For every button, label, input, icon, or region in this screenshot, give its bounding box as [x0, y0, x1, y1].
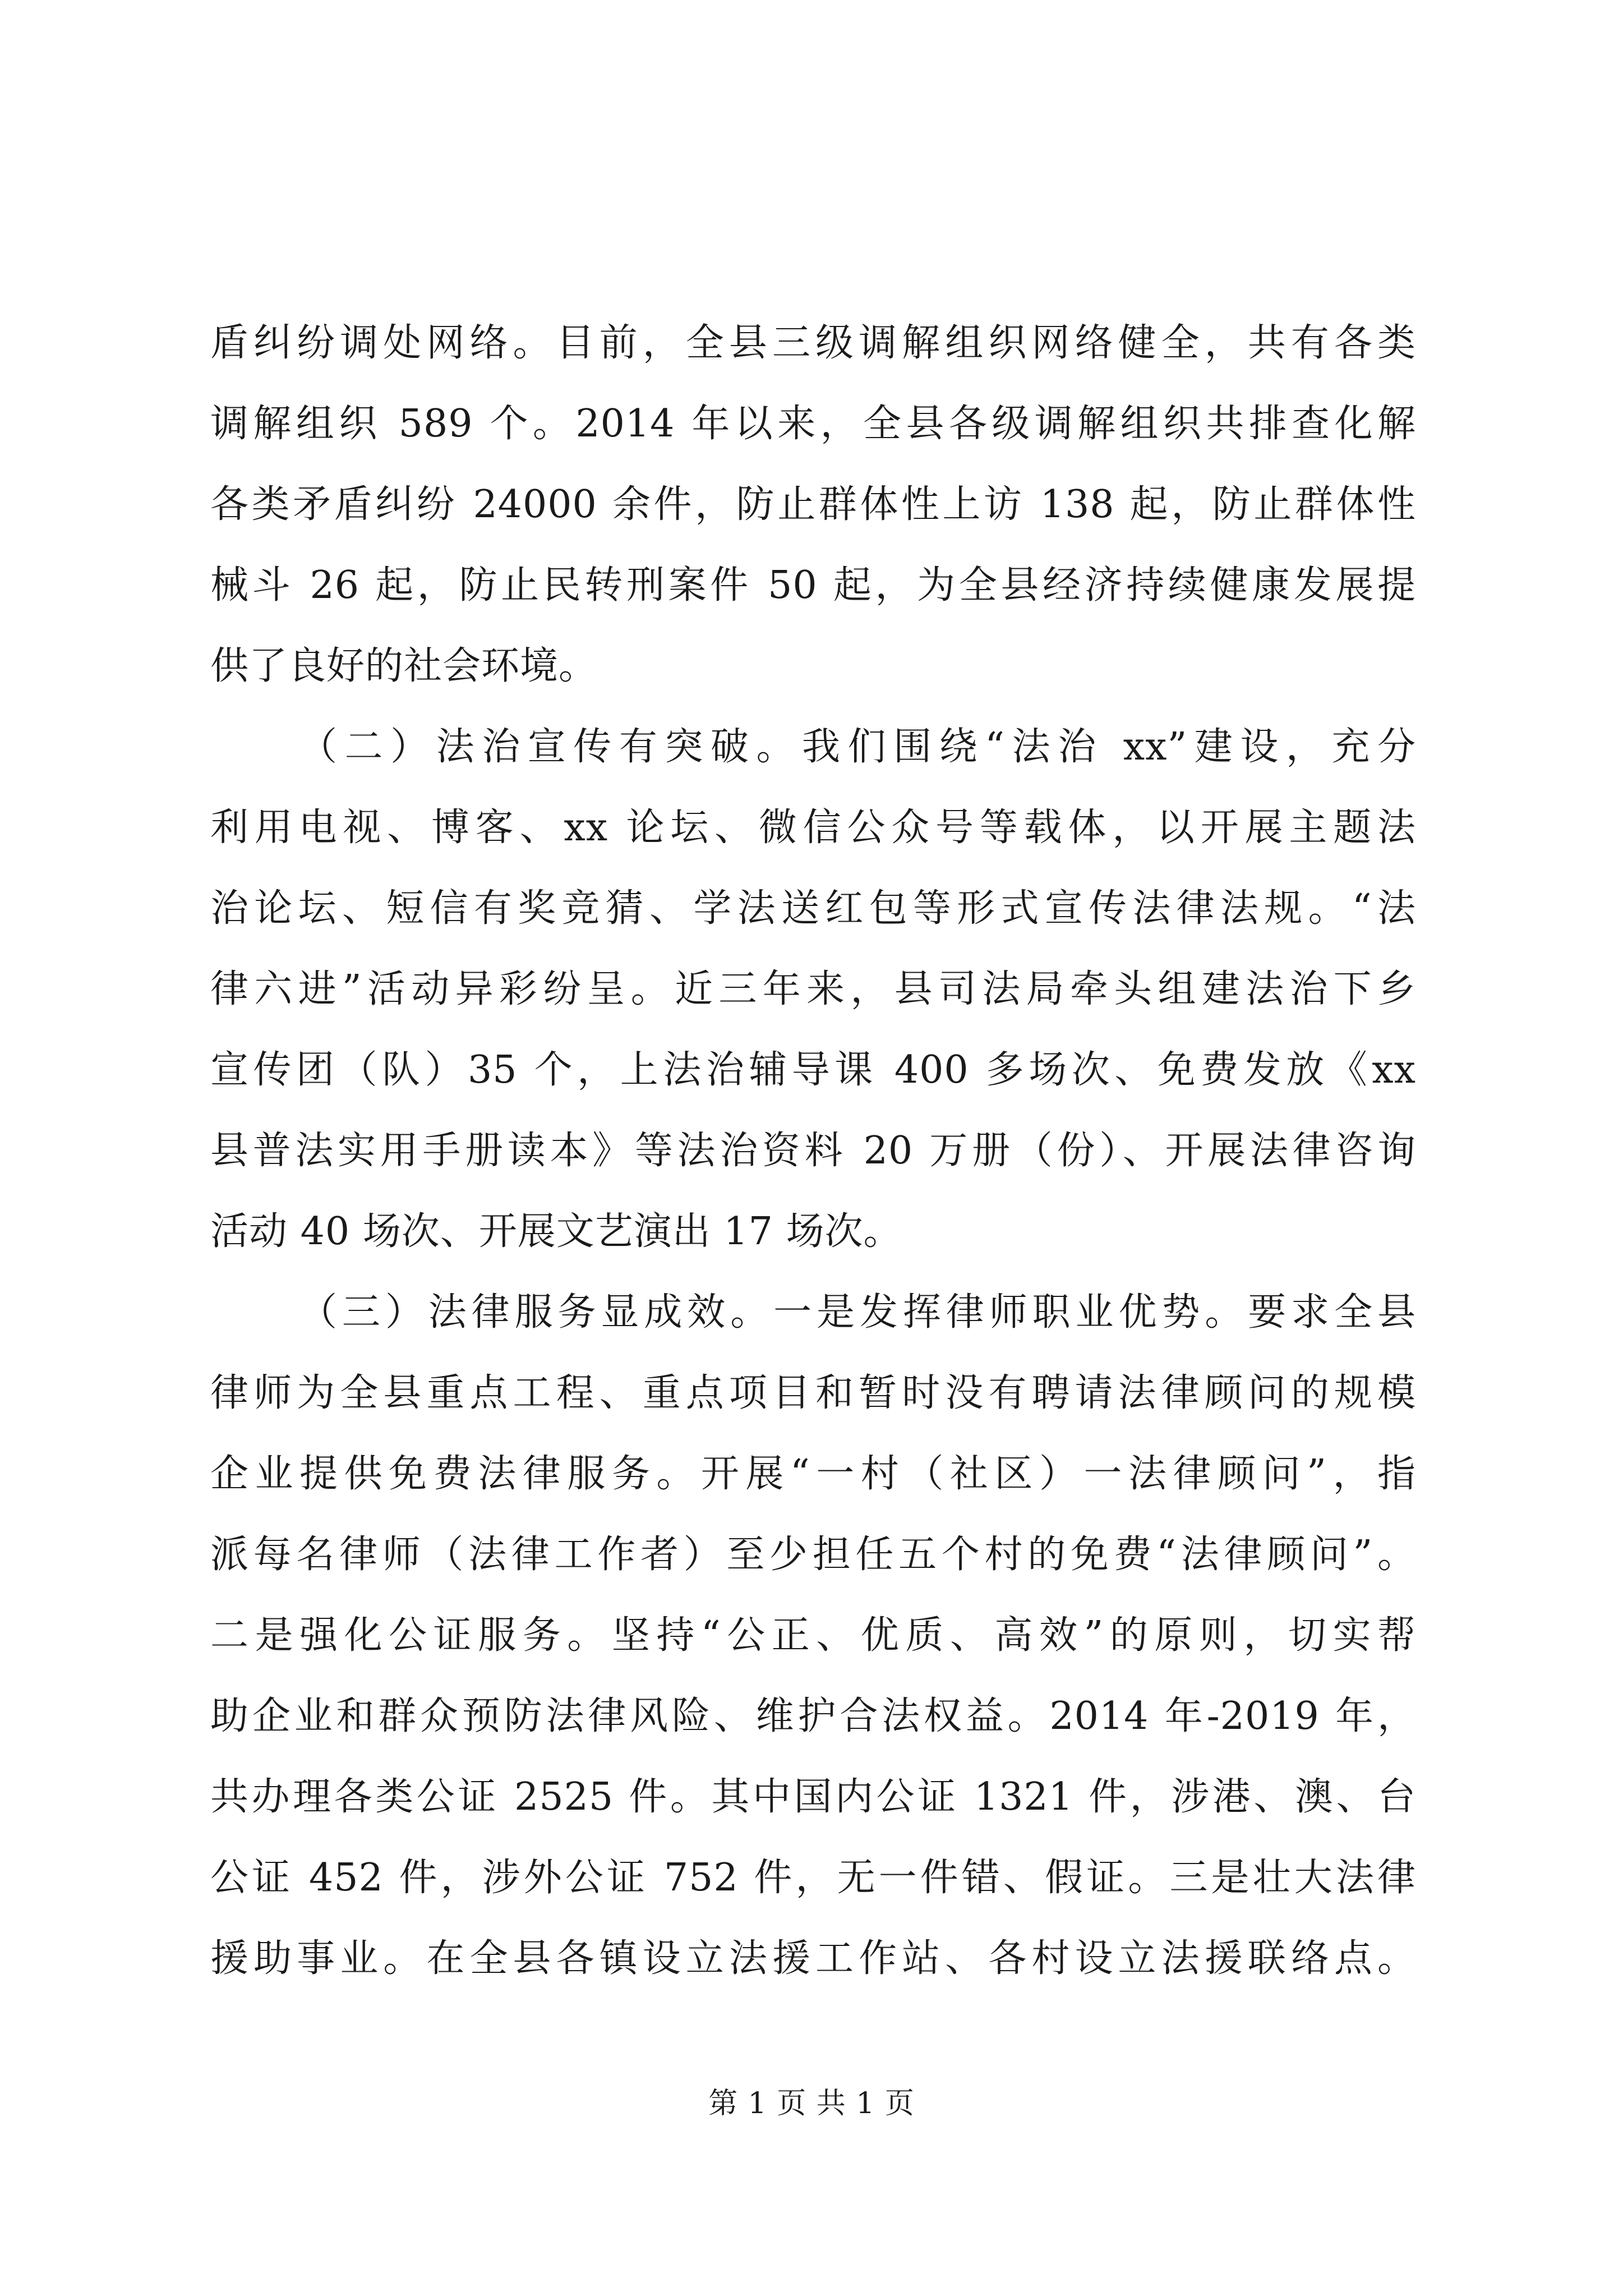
text-line: 二是强化公证服务。坚持“公正、优质、高效”的原则，切实帮	[210, 1613, 1416, 1658]
text-line: 活动 40 场次、开展文艺演出 17 场次。	[210, 1209, 902, 1254]
text-line: 派每名律师（法律工作者）至少担任五个村的免费“法律顾问”。	[210, 1533, 1416, 1577]
text-line: 调解组织 589 个。2014 年以来，全县各级调解组织共排查化解	[210, 402, 1416, 446]
text-line: 械斗 26 起，防止民转刑案件 50 起，为全县经济持续健康发展提	[210, 563, 1416, 608]
paragraph-first-line: （三）法律服务显成效。一是发挥律师职业优势。要求全县	[299, 1290, 1416, 1335]
text-line: 各类矛盾纠纷 24000 余件，防止群体性上访 138 起，防止群体性	[210, 482, 1416, 527]
text-line: 助企业和群众预防法律风险、维护合法权益。2014 年-2019 年，	[210, 1694, 1416, 1738]
text-line: 律师为全县重点工程、重点项目和暂时没有聘请法律顾问的规模	[210, 1371, 1416, 1415]
document-body	[210, 303, 1416, 1999]
text-line: 援助事业。在全县各镇设立法援工作站、各村设立法援联络点。	[210, 1936, 1416, 1981]
text-line: 企业提供免费法律服务。开展“一村（社区）一法律顾问”，指	[210, 1452, 1416, 1496]
text-line: 治论坛、短信有奖竞猜、学法送红包等形式宣传法律法规。“法	[210, 886, 1416, 931]
text-line: 宣传团（队）35 个，上法治辅导课 400 多场次、免费发放《xx	[210, 1048, 1416, 1092]
text-line: 公证 452 件，涉外公证 752 件，无一件错、假证。三是壮大法律	[210, 1856, 1416, 1900]
paragraph-first-line: （二）法治宣传有突破。我们围绕“法治 xx”建设，充分	[299, 725, 1416, 769]
text-line: 县普法实用手册读本》等法治资料 20 万册（份）、开展法律咨询	[210, 1129, 1416, 1173]
text-line: 供了良好的社会环境。	[210, 644, 598, 688]
text-line: 律六进”活动异彩纷呈。近三年来，县司法局牵头组建法治下乡	[210, 967, 1416, 1011]
page-number-footer: 第 1 页 共 1 页	[708, 2087, 915, 2120]
text-line: 盾纠纷调处网络。目前，全县三级调解组织网络健全，共有各类	[210, 321, 1416, 365]
text-line: 利用电视、博客、xx 论坛、微信公众号等载体，以开展主题法	[210, 806, 1416, 850]
text-line: 共办理各类公证 2525 件。其中国内公证 1321 件，涉港、澳、台	[210, 1775, 1416, 1819]
